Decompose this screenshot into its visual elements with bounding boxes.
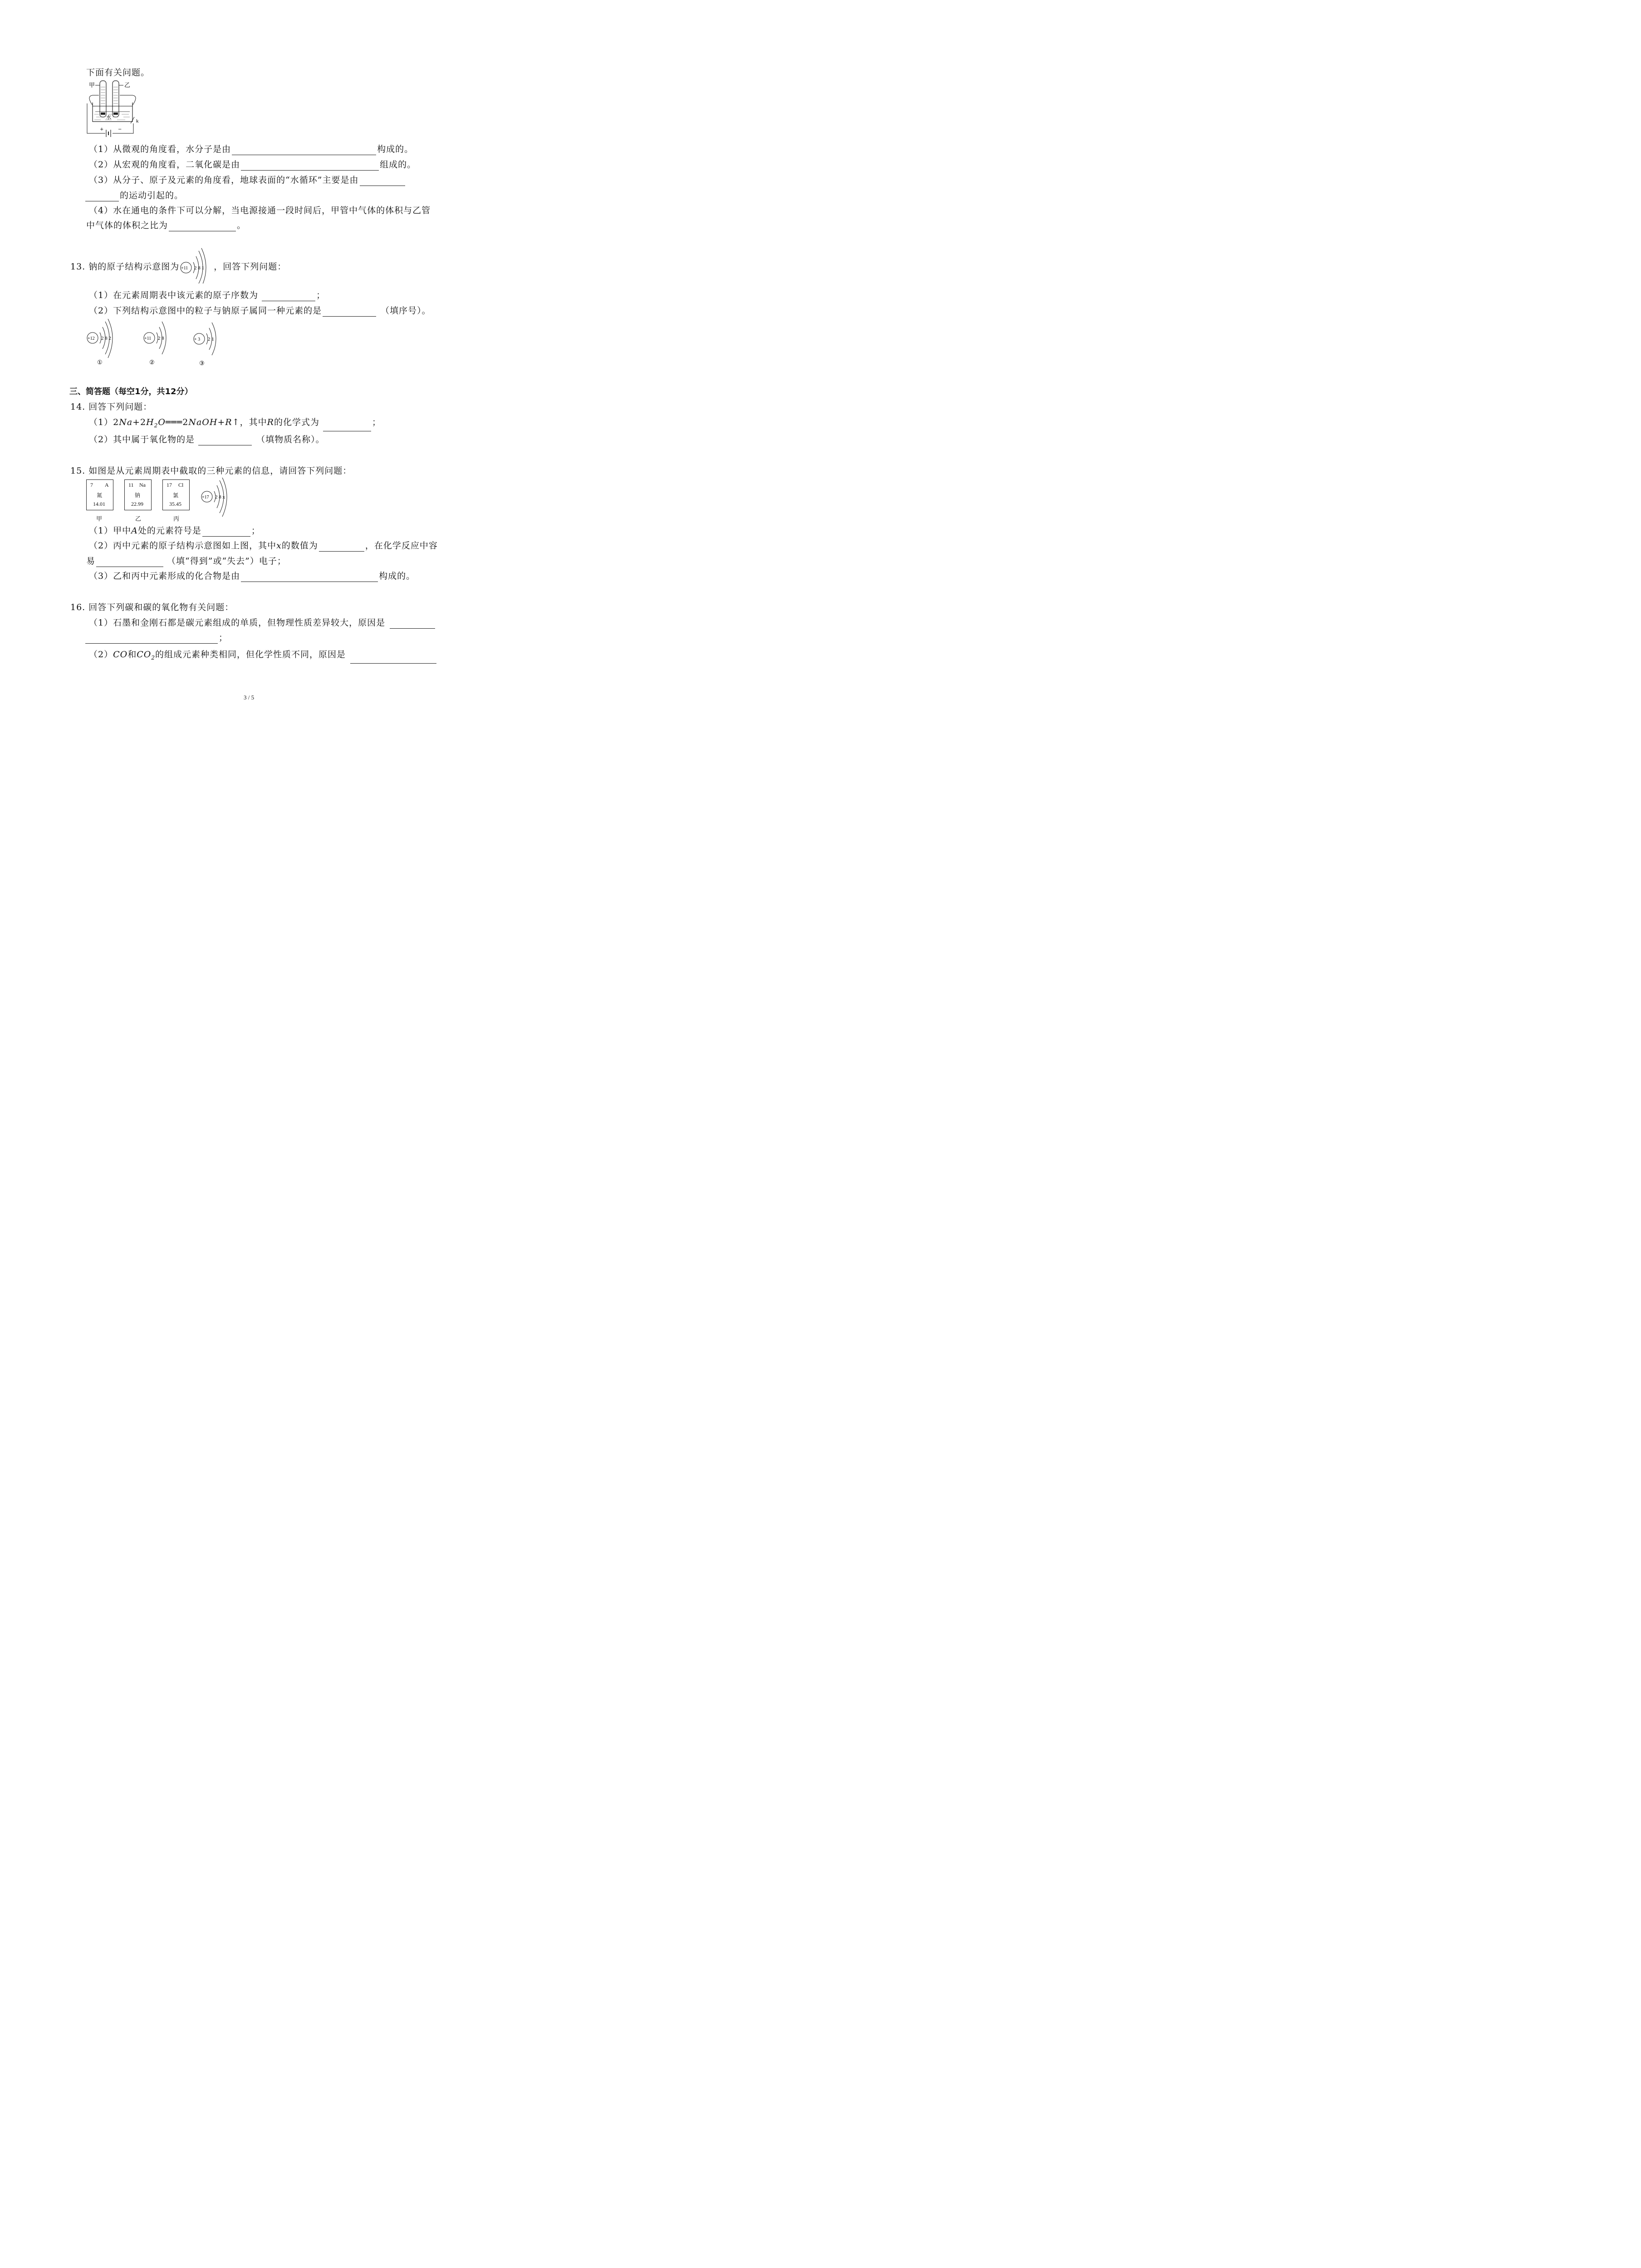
q12-part4-line2 bbox=[86, 220, 246, 231]
q15-part2-line2-prefix: 易 bbox=[86, 556, 96, 566]
section-3-title: 三、简答题（每空1分，共12分） bbox=[69, 387, 193, 396]
option-3-nucleus: + 3 bbox=[194, 337, 201, 342]
q15-part3-blank[interactable] bbox=[241, 572, 378, 582]
q12-part2-blank[interactable] bbox=[241, 161, 379, 171]
page-number: 3 / 5 bbox=[244, 694, 255, 701]
q12-part3-line1 bbox=[89, 174, 406, 186]
q13-part1-text: （1）在元素周期表中该元素的原子序数为 bbox=[89, 290, 259, 300]
option-3-label: ③ bbox=[199, 360, 205, 367]
q14-part1-prefix: （1） bbox=[89, 417, 113, 427]
card-2-caption: 乙 bbox=[135, 516, 142, 523]
water-label: 水 bbox=[106, 114, 111, 120]
card-3-name: 氯 bbox=[173, 492, 179, 499]
q16-stem-text: 回答下列碳和碳的氧化物有关问题： bbox=[88, 602, 234, 612]
q15-part1-suffix: ； bbox=[251, 526, 260, 536]
q15-part1-text: （1）甲中 bbox=[89, 526, 132, 536]
q13-part2 bbox=[89, 305, 431, 317]
card-3-symbol: Cl bbox=[178, 482, 184, 488]
q15-part3 bbox=[89, 570, 415, 582]
battery-minus-label: − bbox=[118, 127, 122, 132]
chlorine-atom-diagram bbox=[200, 478, 236, 518]
q14-number: 14. bbox=[70, 402, 86, 412]
eq-o: O bbox=[158, 417, 166, 427]
chlorine-nucleus: +17 bbox=[202, 495, 209, 500]
card-1-name: 氮 bbox=[97, 492, 103, 499]
q12-part3-suffix: 的运动引起的。 bbox=[120, 191, 184, 200]
q15-stem bbox=[70, 465, 352, 477]
eq-sub: 2 bbox=[154, 422, 158, 429]
q14-stem bbox=[70, 401, 152, 413]
card-2-symbol: Na bbox=[139, 482, 146, 488]
eq-na: Na bbox=[119, 417, 133, 427]
option-1-nucleus: +12 bbox=[88, 336, 95, 341]
q16-part1-line1 bbox=[89, 617, 436, 629]
card-1-number: 7 bbox=[90, 482, 93, 488]
q12-part4-blank[interactable] bbox=[169, 222, 236, 231]
tube-label-jia: 甲 bbox=[89, 82, 95, 88]
card-2-number: 11 bbox=[128, 482, 134, 488]
q15-part2-suffix: ，在化学反应中容 bbox=[365, 541, 438, 551]
q12-part1-text: （1）从微观的角度看，水分子是由 bbox=[89, 144, 231, 154]
q16-co: CO bbox=[113, 650, 128, 660]
option-2-shells: 2 8 bbox=[158, 336, 164, 341]
q16-part1-suffix: ； bbox=[219, 633, 228, 643]
q14-part1-text: 的化学式为 bbox=[274, 417, 319, 427]
q16-part1-blank-b[interactable] bbox=[85, 634, 218, 644]
element-card-chlorine bbox=[162, 479, 190, 510]
q12-part4-line1: （4）水在通电的条件下可以分解，当电源接通一段时间后，甲管中气体的体积与乙管 bbox=[89, 205, 431, 215]
q14-part2-blank[interactable] bbox=[198, 436, 252, 445]
q16-part2-blank[interactable] bbox=[350, 654, 436, 664]
option-3-shells: 2 1 bbox=[208, 337, 214, 342]
q14-part1-suffix: ； bbox=[372, 417, 381, 427]
q15-part2-blank-a[interactable] bbox=[319, 542, 364, 552]
chlorine-shells: 2 8 x bbox=[215, 494, 225, 500]
q12-part1 bbox=[89, 143, 413, 155]
q12-part3-line2 bbox=[85, 190, 183, 201]
q15-part2-mid: 的数值为 bbox=[281, 541, 318, 551]
q13-part2-blank[interactable] bbox=[323, 307, 376, 317]
card-3-mass: 35.45 bbox=[169, 501, 181, 507]
q15-part3-text: （3）乙和丙中元素形成的化合物是由 bbox=[89, 571, 240, 581]
q15-part2-text: （2）丙中元素的原子结构示意图如上图，其中 bbox=[89, 541, 277, 551]
q13-option-2-diagram bbox=[143, 319, 184, 369]
q16-part1-line2 bbox=[85, 632, 228, 644]
q13-part2-text: （2）下列结构示意图中的粒子与钠原子属同一种元素的是 bbox=[89, 306, 322, 316]
eq-coef: 2 bbox=[113, 417, 119, 427]
q13-stem-text: 钠的原子结构示意图为 bbox=[88, 262, 180, 272]
q16-part2-text: 的组成元素种类相同，但化学性质不同，原因是 bbox=[155, 650, 346, 660]
q12-part2 bbox=[89, 159, 416, 171]
eq-equals: ═══2 bbox=[165, 417, 189, 427]
q13-option-1-diagram bbox=[86, 319, 127, 369]
q14-part2-suffix: （填物质名称）。 bbox=[256, 435, 325, 445]
q15-part2-var: x bbox=[276, 541, 282, 551]
q12-part1-blank[interactable] bbox=[232, 146, 376, 155]
q13-part2-suffix: （填序号）。 bbox=[381, 306, 431, 316]
eq-r: R bbox=[225, 417, 232, 427]
q13-part1-blank[interactable] bbox=[262, 292, 315, 301]
eq-naoh: NaOH bbox=[188, 417, 218, 427]
q12-part3-text: （3）从分子、原子及元素的角度看，地球表面的“水循环”主要是由 bbox=[89, 175, 359, 185]
q14-stem-text: 回答下列问题： bbox=[88, 402, 152, 412]
sodium-shells: 2 8 1 bbox=[194, 265, 204, 271]
q13-option-3-diagram bbox=[193, 319, 234, 369]
q12-part3-blank-a[interactable] bbox=[360, 176, 405, 186]
q15-part2-blank-b[interactable] bbox=[96, 557, 163, 567]
option-2-label: ② bbox=[149, 359, 155, 366]
tube-label-yi: 乙 bbox=[124, 82, 131, 88]
q15-part2-line1 bbox=[89, 540, 438, 552]
q15-part1-mid: 处的元素符号是 bbox=[137, 526, 201, 536]
q12-part2-text: （2）从宏观的角度看，二氧化碳是由 bbox=[89, 160, 240, 170]
q12-part4-text: 中气体的体积之比为 bbox=[86, 220, 168, 230]
sodium-nucleus: +11 bbox=[181, 266, 188, 271]
q15-part1-var: A bbox=[131, 526, 138, 536]
q16-part1-blank-a[interactable] bbox=[390, 619, 435, 629]
q13-number: 13. bbox=[70, 262, 86, 272]
card-1-caption: 甲 bbox=[96, 516, 103, 523]
q12-part4-suffix: 。 bbox=[237, 220, 246, 230]
q16-part2 bbox=[89, 649, 437, 664]
q16-co2: CO bbox=[137, 650, 152, 660]
card-1-symbol: A bbox=[105, 482, 109, 488]
eq-h: H bbox=[146, 417, 154, 427]
eq-plus2: + bbox=[217, 417, 225, 427]
q13-part1 bbox=[89, 289, 325, 301]
card-1-mass: 14.01 bbox=[93, 501, 105, 507]
element-card-sodium bbox=[124, 479, 152, 510]
intro-text: 下面有关问题。 bbox=[86, 68, 150, 78]
battery-plus-label: + bbox=[100, 127, 104, 132]
q14-part1-blank[interactable] bbox=[323, 422, 371, 431]
sodium-atom-diagram bbox=[179, 247, 215, 284]
option-1-shells: 2 8 2 bbox=[101, 336, 111, 341]
card-2-mass: 22.99 bbox=[131, 501, 143, 507]
q12-part1-suffix: 构成的。 bbox=[377, 144, 414, 154]
q15-number: 15. bbox=[70, 466, 86, 476]
option-2-nucleus: +11 bbox=[144, 336, 152, 341]
q12-part2-suffix: 组成的。 bbox=[380, 160, 416, 170]
q15-part2-line2-suffix: （填“得到”或“失去”）电子； bbox=[167, 556, 286, 566]
q15-part1-blank[interactable] bbox=[202, 527, 250, 537]
q16-and: 和 bbox=[127, 650, 137, 660]
q16-stem bbox=[70, 601, 234, 613]
card-2-name: 钠 bbox=[135, 492, 141, 499]
switch-label-k: k bbox=[136, 118, 139, 124]
q16-co2-sub: 2 bbox=[151, 654, 155, 661]
q14-part2-text: （2）其中属于氧化物的是 bbox=[89, 435, 195, 445]
q13-part1-suffix: ； bbox=[316, 290, 326, 300]
q16-part1-text: （1）石墨和金刚石都是碳元素组成的单质，但物理性质差异较大，原因是 bbox=[89, 618, 386, 628]
eq-arrow-text: ↑，其中 bbox=[232, 417, 267, 427]
q12-part3-blank-b[interactable] bbox=[85, 192, 119, 201]
q16-number: 16. bbox=[70, 602, 86, 612]
q14-part1 bbox=[89, 416, 381, 431]
card-3-caption: 丙 bbox=[173, 516, 180, 523]
q15-part3-suffix: 构成的。 bbox=[379, 571, 416, 581]
eq-r2: R bbox=[267, 417, 274, 427]
card-3-number: 17 bbox=[167, 482, 172, 488]
q14-part2 bbox=[89, 434, 325, 445]
option-1-label: ① bbox=[97, 359, 103, 366]
q15-stem-text: 如图是从元素周期表中截取的三种元素的信息，请回答下列问题： bbox=[88, 466, 352, 476]
q16-part2-prefix: （2） bbox=[89, 650, 113, 660]
element-card-nitrogen bbox=[86, 479, 113, 510]
q15-part2-line2 bbox=[86, 555, 286, 567]
eq-plus: +2 bbox=[132, 417, 147, 427]
electrolysis-apparatus-figure bbox=[85, 78, 144, 137]
q13-stem-suffix: ，回答下列问题： bbox=[214, 262, 287, 272]
q15-part1 bbox=[89, 525, 260, 537]
